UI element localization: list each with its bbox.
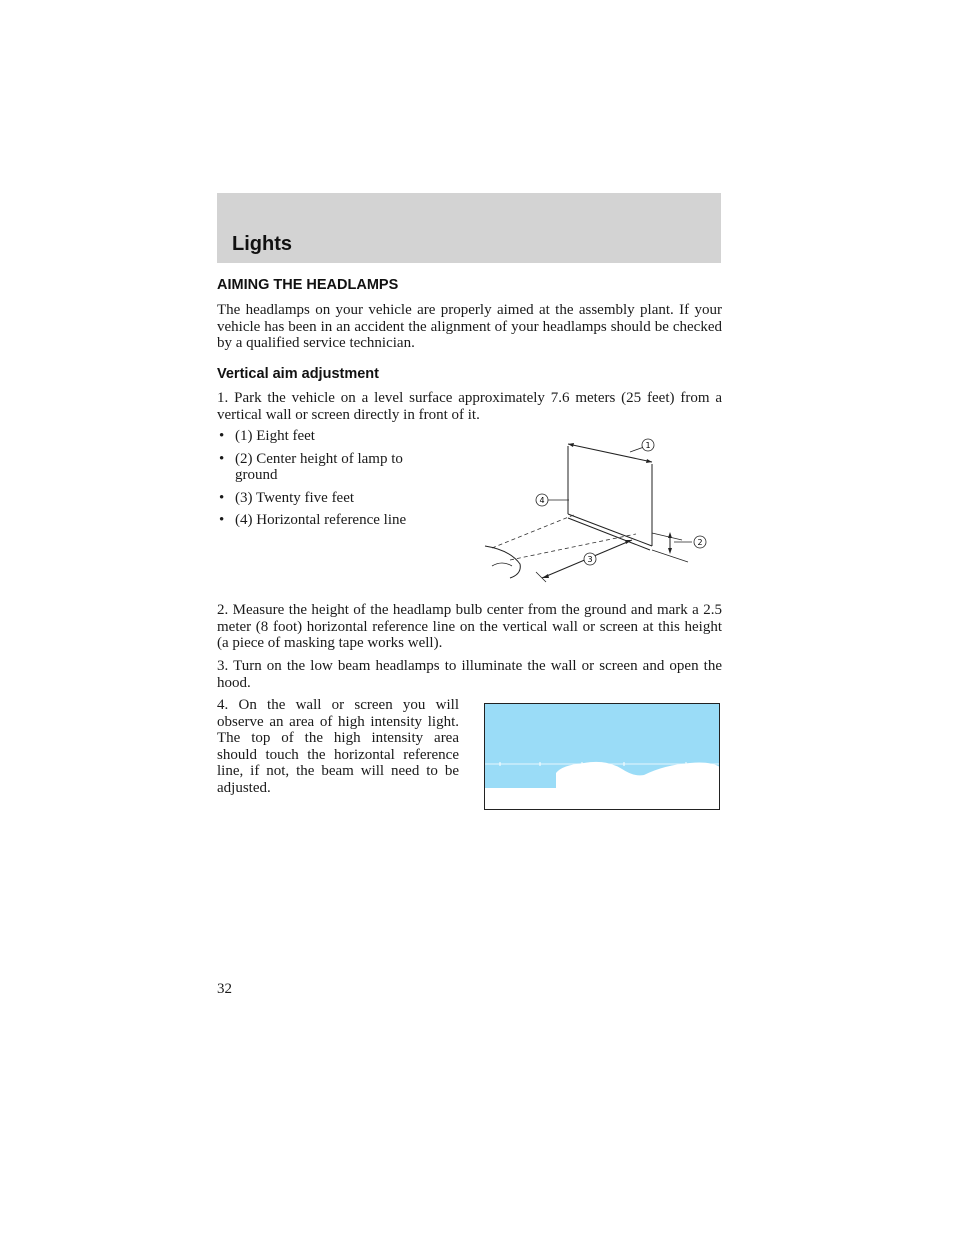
legend-item: • (2) Center height of lamp to ground [217, 451, 447, 484]
legend-item: • (3) Twenty five feet [217, 490, 447, 507]
callout-3: 3 [587, 555, 593, 564]
beam-pattern-illustration [484, 703, 720, 810]
header-band [217, 193, 721, 263]
step-2-paragraph: 2. Measure the height of the headlamp bulb center from the ground and mark a 2.5 meter (8 foot) horizontal reference line on the vertical wall or screen at this height (a piece of masking tape works well). [217, 602, 722, 651]
callout-2: 2 [697, 538, 703, 547]
callout-1: 1 [645, 441, 651, 450]
subsection-heading: Vertical aim adjustment [217, 366, 379, 382]
legend-item: • (1) Eight feet [217, 428, 447, 445]
legend-item: • (4) Horizontal reference line [217, 512, 447, 529]
step-4-paragraph: 4. On the wall or screen you will observe an area of high intensity light. The top of the high intensity area should touch the horizontal reference line, if not, the beam will need to be adjusted. [217, 697, 459, 796]
intro-paragraph: The headlamps on your vehicle are properly aimed at the assembly plant. If your vehicle has been in an accident the alignment of your headlamps should be checked by a qualified service technician. [217, 302, 722, 351]
headlamp-aiming-diagram [480, 430, 720, 585]
callout-4: 4 [539, 496, 545, 505]
section-heading: AIMING THE HEADLAMPS [217, 277, 399, 293]
page-title: Lights [232, 233, 292, 255]
page-number: 32 [217, 981, 232, 997]
measurement-legend [217, 428, 447, 535]
step-1-paragraph: 1. Park the vehicle on a level surface approximately 7.6 meters (25 feet) from a vertical wall or screen directly in front of it. [217, 390, 722, 423]
step-3-paragraph: 3. Turn on the low beam headlamps to illuminate the wall or screen and open the hood. [217, 658, 722, 691]
